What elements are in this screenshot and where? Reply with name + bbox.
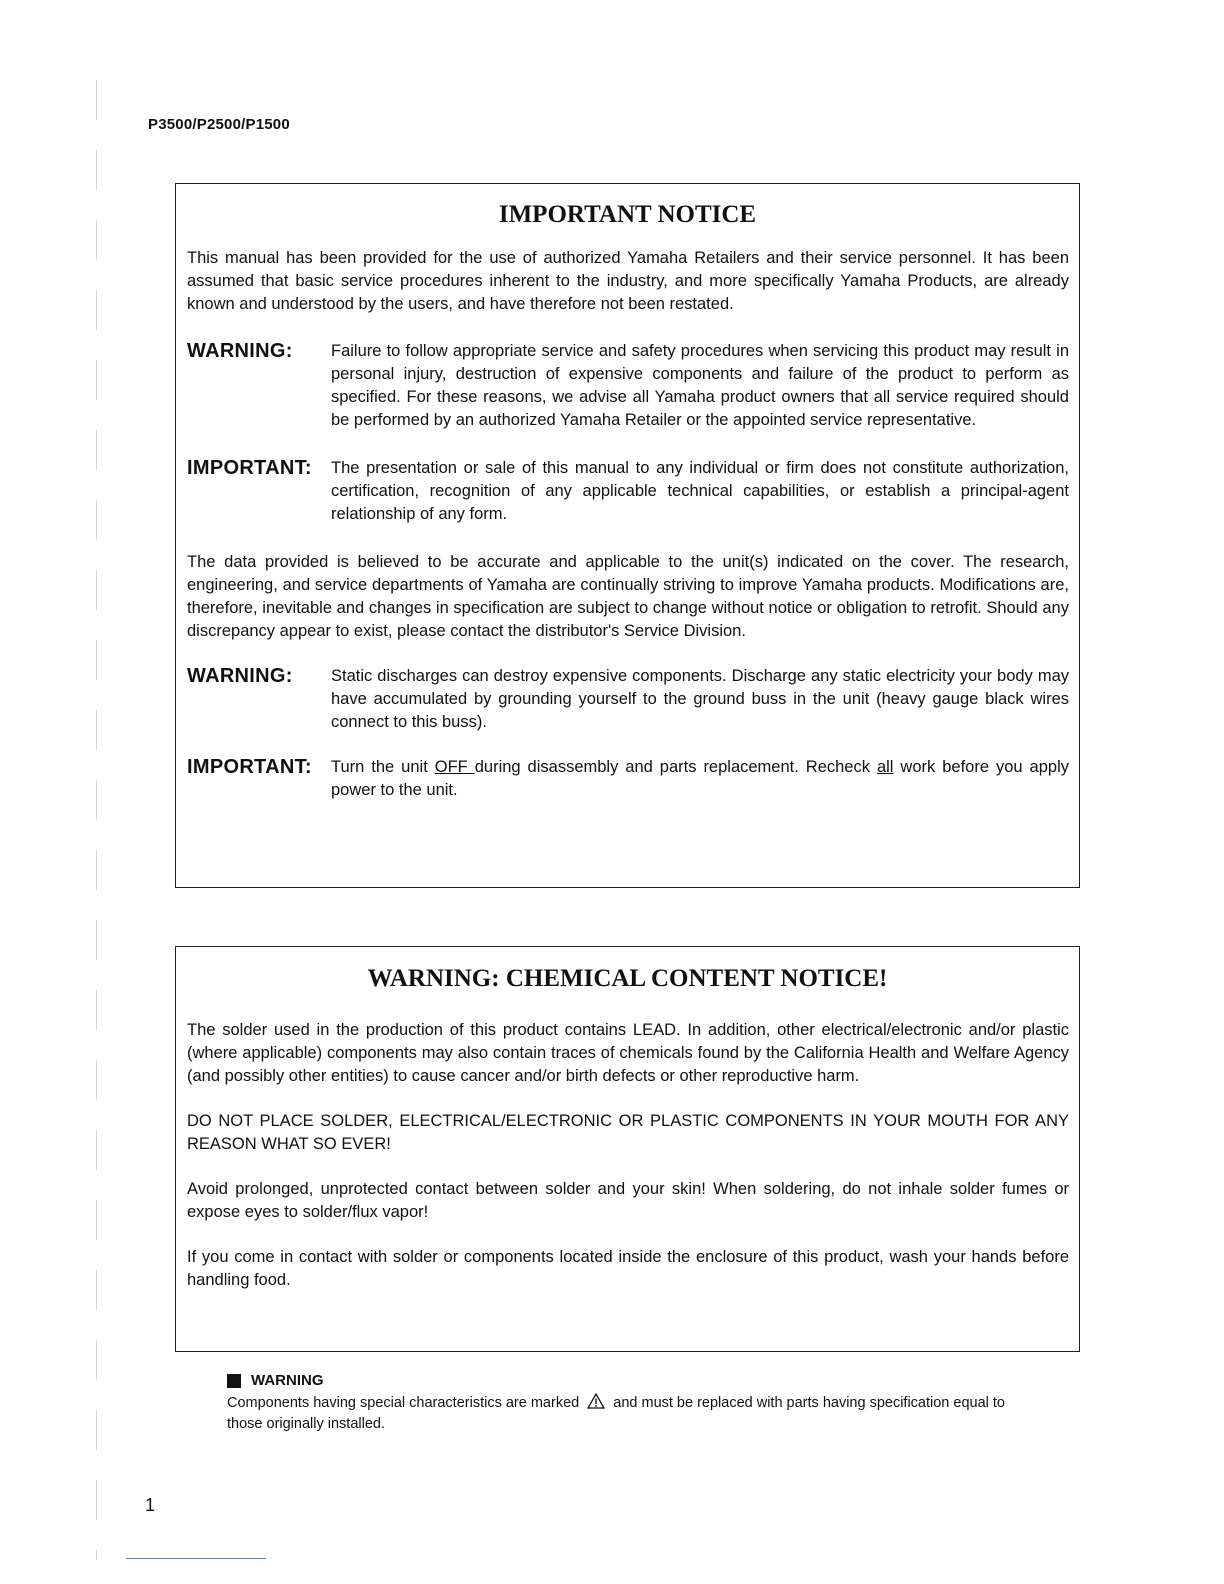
chemical-notice-title: WARNING: CHEMICAL CONTENT NOTICE! — [367, 965, 888, 992]
text-segment: Components having special characteristics are marked — [227, 1395, 580, 1411]
warning-block-2 — [187, 665, 1069, 734]
text-segment: and must be replaced with parts having specification equal to those originally installed. — [227, 1395, 1005, 1432]
all-emphasis: all — [876, 758, 894, 776]
important-block-2 — [187, 756, 1069, 802]
important-notice-title: IMPORTANT NOTICE — [498, 201, 757, 228]
warning-triangle-icon — [587, 1393, 605, 1409]
important-block-1 — [187, 457, 1069, 526]
footer-warning-heading — [227, 1372, 1037, 1389]
bottom-rule — [126, 1558, 266, 1559]
data-paragraph: The data provided is believed to be accurate and applicable to the unit(s) indicated on the cover. The research, engineering, and service departments of Yamaha are continually striving to improve Yamaha products. Modifications are, therefore, inevitable and changes in specification are subject to change without notice or obligation to retrofit. Should any discrepancy appear to exist, please contact the distributor's Service Division. — [187, 553, 1069, 640]
page-number: 1 — [145, 1495, 156, 1515]
intro-paragraph: This manual has been provided for the use of authorized Yamaha Retailers and their service personnel. It has been assumed that basic service procedures inherent to the industry, and more specifically Yamaha Products, are already known and understood by the users, and have therefore not been restated. — [187, 249, 1069, 313]
warning-text: Static discharges can destroy expensive components. Discharge any static electricity your body may have accumulated by grounding yourself to the ground buss in the unit (heavy gauge black wires connect to this buss). — [331, 667, 1069, 731]
warning-label: WARNING: — [187, 665, 293, 687]
important-label: IMPORTANT: — [187, 457, 312, 479]
square-bullet-icon — [227, 1374, 241, 1388]
important-text: The presentation or sale of this manual to any individual or firm does not constitute authorization, certification, recognition of any applicable technical capabilities, or establish a principal-agent relationship of any form. — [331, 459, 1069, 523]
warning-label: WARNING: — [187, 340, 293, 362]
warning-text: Failure to follow appropriate service and safety procedures when servicing this product may result in personal injury, destruction of expensive components and failure of the product to perform as specified. For these reasons, we advise all Yamaha product owners that all service required should be performed by an authorized Yamaha Retailer or the appointed service representative. — [331, 342, 1069, 429]
footer-warning — [227, 1372, 1037, 1435]
chemical-paragraph-2: DO NOT PLACE SOLDER, ELECTRICAL/ELECTRONIC OR PLASTIC COMPONENTS IN YOUR MOUTH FOR ANY REASON WHAT SO EVER! — [187, 1112, 1069, 1153]
off-emphasis: OFF — [434, 758, 475, 776]
chemical-paragraph-4: If you come in contact with solder or components located inside the enclosure of this product, wash your hands before handling food. — [187, 1248, 1069, 1289]
important-label: IMPORTANT: — [187, 756, 312, 778]
chemical-notice-box — [175, 946, 1080, 1352]
text-segment: during disassembly and parts replacement. Recheck — [474, 758, 877, 776]
important-text — [331, 756, 1069, 802]
text-segment: work before you apply power to the unit. — [331, 758, 1069, 799]
warning-block-1 — [187, 340, 1069, 432]
text-segment: Turn the unit — [331, 758, 435, 776]
important-notice-box — [175, 183, 1080, 888]
model-header: P3500/P2500/P1500 — [148, 116, 290, 133]
footer-warning-title: WARNING — [251, 1372, 324, 1389]
scan-edge-line — [96, 80, 97, 1560]
chemical-paragraph-1: The solder used in the production of this product contains LEAD. In addition, other electrical/electronic and/or plastic (where applicable) components may also contain traces of chemicals found by the California Health and Welfare Agency (and possibly other entities) to cause cancer and/or birth defects or other reproductive harm. — [187, 1021, 1069, 1085]
footer-warning-text — [227, 1393, 1037, 1435]
chemical-paragraph-3: Avoid prolonged, unprotected contact between solder and your skin! When soldering, do not inhale solder fumes or expose eyes to solder/flux vapor! — [187, 1180, 1069, 1221]
